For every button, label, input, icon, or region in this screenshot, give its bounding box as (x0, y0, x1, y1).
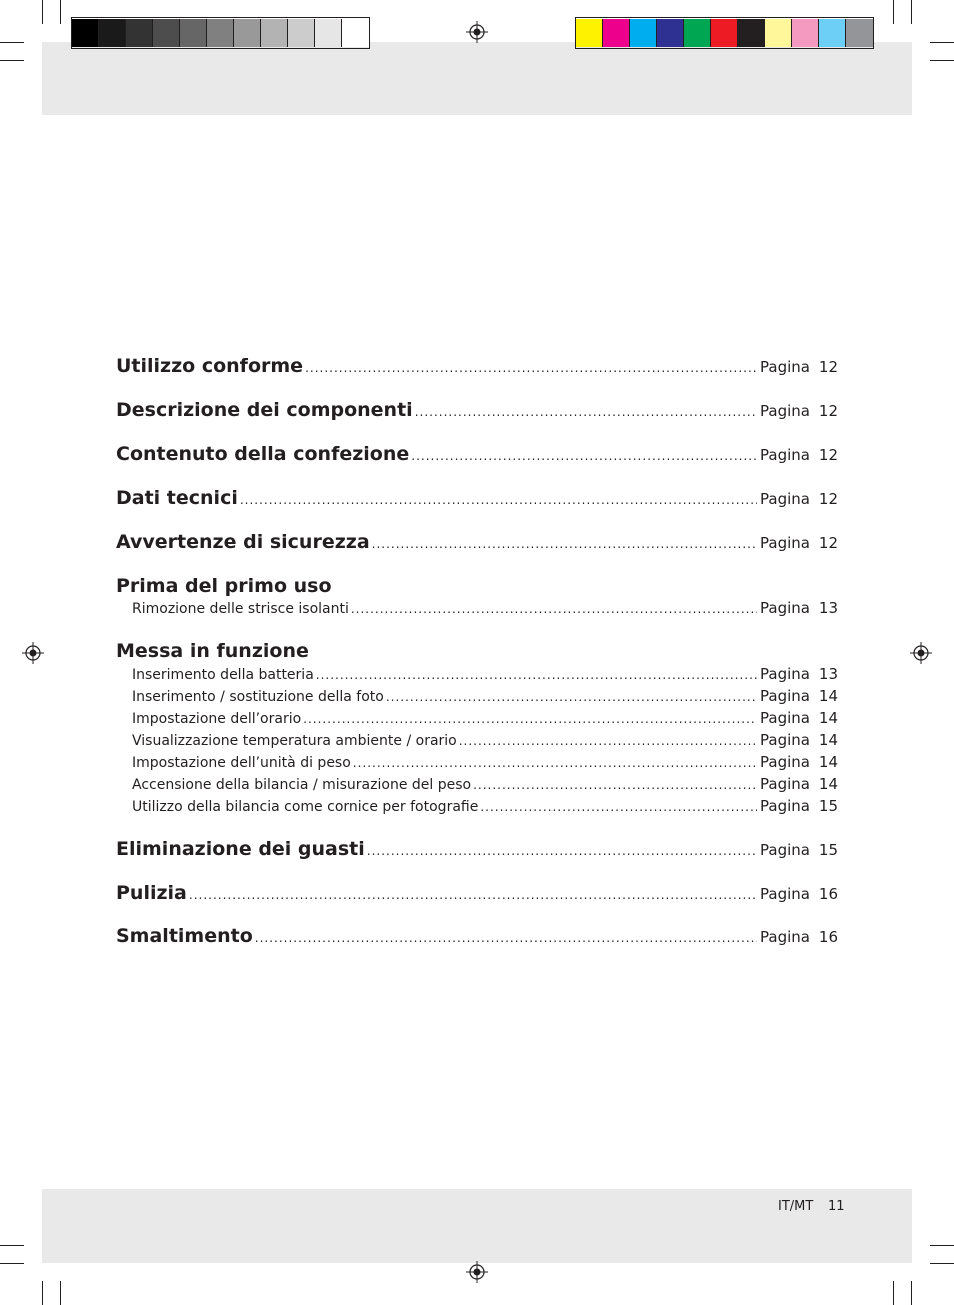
page-number: 12 (818, 490, 838, 508)
toc-subentry-title: Inserimento / sostituzione della foto (132, 689, 384, 705)
registration-mark-icon (466, 21, 488, 43)
color-swatch (792, 19, 819, 47)
leader-dots (189, 888, 757, 902)
leader-dots (316, 668, 757, 682)
crop-mark (930, 1263, 954, 1264)
page-number: 12 (818, 534, 838, 552)
toc-entry-title: Dati tecnici (116, 487, 238, 509)
leader-dots (415, 405, 757, 419)
crop-mark (930, 60, 954, 61)
registration-mark-icon (22, 642, 44, 664)
page-word: Pagina (760, 928, 810, 946)
toc-entry[interactable] (116, 487, 838, 509)
leader-dots (351, 602, 757, 616)
color-swatch (819, 19, 846, 47)
page-word: Pagina (760, 731, 810, 749)
toc-entry-title: Descrizione dei componenti (116, 399, 413, 421)
page-word: Pagina (760, 753, 810, 771)
color-swatch (684, 19, 711, 47)
page-number: 14 (818, 753, 838, 771)
page-number: 12 (818, 402, 838, 420)
toc-subentry[interactable] (116, 599, 838, 617)
leader-dots (305, 361, 757, 375)
leader-dots (411, 449, 757, 463)
crop-mark (911, 0, 912, 24)
toc-subentry[interactable] (116, 687, 838, 705)
page-word: Pagina (760, 665, 810, 683)
toc-subentry[interactable] (116, 731, 838, 749)
page-number: 15 (818, 841, 838, 859)
toc-subentry[interactable] (116, 753, 838, 771)
toc-entry-title: Pulizia (116, 882, 187, 904)
color-swatch (630, 19, 657, 47)
color-swatch (72, 19, 99, 47)
page-word: Pagina (760, 599, 810, 617)
color-swatch (126, 19, 153, 47)
leader-dots (255, 931, 757, 945)
toc-entry[interactable] (116, 882, 838, 904)
page-number: 16 (818, 885, 838, 903)
footer-language-code: IT/MT (778, 1199, 814, 1214)
header-band (42, 42, 912, 115)
registration-mark-icon (466, 1261, 488, 1283)
crop-mark (911, 1281, 912, 1305)
grayscale-calibration-strip (71, 17, 370, 49)
toc-entry[interactable] (116, 355, 838, 377)
toc-entry[interactable] (116, 925, 838, 947)
section-heading[interactable]: Prima del primo uso (116, 575, 332, 597)
color-swatch (765, 19, 792, 47)
crop-mark (60, 0, 61, 24)
toc-subentry-title: Inserimento della batteria (132, 667, 314, 683)
page-word: Pagina (760, 885, 810, 903)
page-word: Pagina (760, 446, 810, 464)
color-swatch (738, 19, 765, 47)
color-swatch (603, 19, 630, 47)
leader-dots (367, 844, 757, 858)
page-number: 14 (818, 709, 838, 727)
page-number: 13 (818, 599, 838, 617)
color-swatch (342, 19, 369, 47)
toc-subentry-title: Impostazione dell’orario (132, 711, 302, 727)
color-swatch (657, 19, 684, 47)
page-number: 13 (818, 665, 838, 683)
page-number: 14 (818, 687, 838, 705)
toc-entry-title: Avvertenze di sicurezza (116, 531, 370, 553)
leader-dots (459, 734, 757, 748)
leader-dots (473, 778, 757, 792)
toc-subentry[interactable] (116, 709, 838, 727)
color-swatch (846, 19, 873, 47)
toc-entry-title: Utilizzo conforme (116, 355, 304, 377)
crop-mark (930, 42, 954, 43)
toc-subentry-title: Impostazione dell’unità di peso (132, 755, 351, 771)
toc-entry[interactable] (116, 443, 838, 465)
color-swatch (315, 19, 342, 47)
leader-dots (386, 690, 757, 704)
leader-dots (240, 493, 757, 507)
toc-entry-title: Contenuto della confezione (116, 443, 410, 465)
toc-subentry-title: Accensione della bilancia / misurazione del peso (132, 777, 472, 793)
page-word: Pagina (760, 402, 810, 420)
page-word: Pagina (760, 841, 810, 859)
page-number: 15 (818, 797, 838, 815)
page-number: 14 (818, 731, 838, 749)
page-word: Pagina (760, 358, 810, 376)
page-word: Pagina (760, 709, 810, 727)
color-swatch (207, 19, 234, 47)
page-number: 12 (818, 446, 838, 464)
registration-mark-icon (910, 642, 932, 664)
crop-mark (42, 1281, 43, 1305)
crop-mark (893, 0, 894, 24)
toc-entry[interactable] (116, 838, 838, 860)
crop-mark (0, 1245, 24, 1246)
toc-entry[interactable] (116, 531, 838, 553)
page-word: Pagina (760, 490, 810, 508)
color-swatch (99, 19, 126, 47)
crop-mark (0, 60, 24, 61)
leader-dots (480, 800, 757, 814)
crop-mark (60, 1281, 61, 1305)
leader-dots (372, 537, 757, 551)
section-heading[interactable]: Messa in funzione (116, 640, 309, 662)
toc-entry-title: Eliminazione dei guasti (116, 838, 365, 860)
crop-mark (930, 1245, 954, 1246)
color-swatch (261, 19, 288, 47)
leader-dots (303, 712, 757, 726)
color-calibration-strip (575, 17, 874, 49)
toc-subentry-title: Rimozione delle strisce isolanti (132, 601, 349, 617)
page-word: Pagina (760, 775, 810, 793)
toc-subentry[interactable] (116, 797, 838, 815)
page-word: Pagina (760, 534, 810, 552)
toc-entry[interactable] (116, 399, 838, 421)
toc-subentry[interactable] (116, 775, 838, 793)
color-swatch (234, 19, 261, 47)
footer-page-number: 11 (828, 1199, 845, 1214)
leader-dots (353, 756, 757, 770)
crop-mark (42, 0, 43, 24)
page-word: Pagina (760, 797, 810, 815)
page-number: 16 (818, 928, 838, 946)
toc-subentry-title: Visualizzazione temperatura ambiente / orario (132, 733, 457, 749)
page-number: 14 (818, 775, 838, 793)
crop-mark (0, 42, 24, 43)
crop-mark (893, 1281, 894, 1305)
color-swatch (180, 19, 207, 47)
toc-subentry[interactable] (116, 665, 838, 683)
color-swatch (576, 19, 603, 47)
color-swatch (288, 19, 315, 47)
page-word: Pagina (760, 687, 810, 705)
color-swatch (711, 19, 738, 47)
crop-mark (0, 1263, 24, 1264)
toc-entry-title: Smaltimento (116, 925, 253, 947)
toc-subentry-title: Utilizzo della bilancia come cornice per fotografie (132, 799, 479, 815)
page-number: 12 (818, 358, 838, 376)
color-swatch (153, 19, 180, 47)
